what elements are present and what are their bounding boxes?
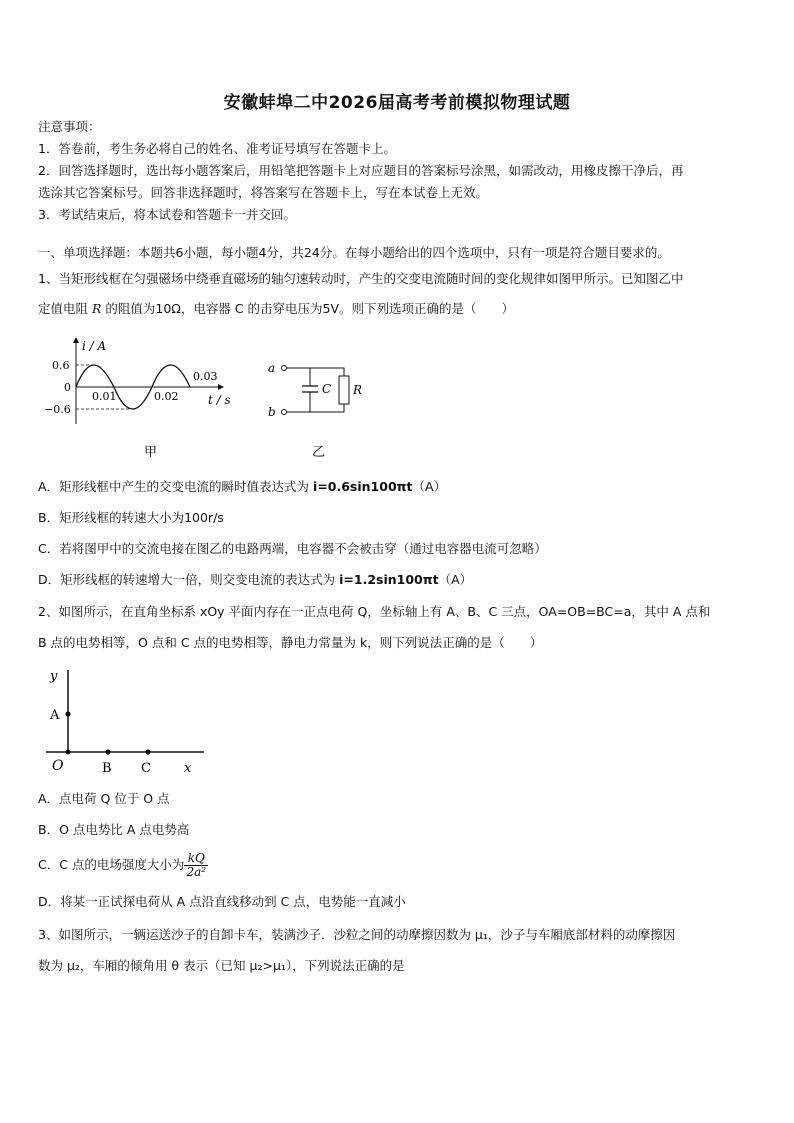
x-tick-0.02: 0.02 [154,390,179,403]
x-axis-label: t / s [208,393,231,407]
q1-option-d-text: D．矩形线框的转速增大一倍，则交变电流的表达式为 [38,572,340,587]
q1-stem-text-a: 定值电阻 [38,301,92,316]
terminal-a-label: a [268,361,276,375]
q3-stem-line1: 3、如图所示，一辆运送沙子的自卸卡车，装满沙子．沙粒之间的动摩擦因数为 μ₁，沙子与车厢底部材料的动摩擦因 [38,927,676,942]
q2-option-c-text: C．C 点的电场强度大小为 [38,857,185,872]
notice-item-1: 1．答卷前，考生务必将自己的姓名、准考证号填写在答题卡上。 [38,141,396,156]
q1-option-c: C．若将图甲中的交流电接在图乙的电路两端，电容器不会被击穿（通过电容器电流可忽略） [38,541,547,556]
q2-figure-axes [44,664,214,776]
x-tick-0.03: 0.03 [193,370,218,383]
q1-stem-text-b: 的阻值为10Ω，电容器 C 的击穿电压为5V。则下列选项正确的是（ ） [101,301,515,316]
point-a-label: A [50,708,60,723]
point-c-label: C [141,761,151,776]
q1-option-a-text: A．矩形线框中产生的交变电流的瞬时值表达式为 [38,479,314,494]
x-tick-0.01: 0.01 [92,390,117,403]
q1-stem-var-r: R [91,301,102,316]
terminal-b [282,410,287,415]
fraction-denominator: 2a² [186,865,207,879]
terminal-a [282,366,287,371]
q2-x-label: x [184,761,192,776]
q1-option-d [38,571,472,589]
point-b-label: B [102,761,112,776]
y-tick-neg0.6: −0.6 [44,403,71,416]
figure-caption-yi: 乙 [312,445,326,460]
q2-option-a: A．点电荷 Q 位于 O 点 [38,791,170,806]
q1-option-a [38,478,446,496]
point-b [105,749,110,754]
q1-stem-line2 [38,300,514,318]
q1-option-b: B．矩形线框的转速大小为100r/s [38,510,224,525]
section-heading: 一、单项选择题：本题共6小题，每小题4分，共24分。在每小题给出的四个选项中，只有一项是符合题目要求的。 [38,245,670,260]
fraction-numerator: kQ [184,852,208,866]
notice-item-2-cont: 选涂其它答案标号。回答非选择题时，将答案写在答题卡上，写在本试卷上无效。 [38,185,489,200]
capacitor-label: C [322,382,332,396]
q1-option-d-unit: （A） [438,572,473,587]
q2-stem-line2: B 点的电势相等，O 点和 C 点的电势相等，静电力常量为 k，则下列说法正确的是（ ） [38,635,543,650]
terminal-b-label: b [268,405,276,419]
point-c [145,749,150,754]
q1-figure-circuit [264,352,374,462]
q2-option-b: B．O 点电势比 A 点电势高 [38,822,190,837]
q2-option-d: D．将某一正试探电荷从 A 点沿直线移动到 C 点，电势能一直减小 [38,894,406,909]
q2-option-c [38,852,208,879]
notice-item-2: 2．回答选择题时，选出每小题答案后，用铅笔把答题卡上对应题目的答案标号涂黑，如需改动，用橡皮擦干净后，再 [38,163,684,178]
q1-option-d-math: i=1.2sin100πt [339,572,439,587]
resistor-label: R [353,383,363,397]
point-o-label: O [52,758,64,774]
q2-y-label: y [50,669,58,684]
point-a [65,711,70,716]
q2-stem-line1: 2、如图所示，在直角坐标系 xOy 平面内存在一正点电荷 Q，坐标轴上有 A、B、C 三点，OA=OB=BC=a，其中 A 点和 [38,604,711,619]
y-tick-0: 0 [64,381,71,394]
resistor-symbol [339,376,349,404]
q1-figure-sine-graph [38,332,238,462]
notice-item-3: 3．考试结束后，将本试卷和答题卡一并交回。 [38,207,296,222]
notice-heading: 注意事项： [38,119,101,134]
page-title: 安徽蚌埠二中2026届高考考前模拟物理试题 [223,93,571,113]
q1-option-a-math: i=0.6sin100πt [313,479,413,494]
q1-stem-line1: 1、当矩形线框在匀强磁场中绕垂直磁场的轴匀速转动时，产生的交变电流随时间的变化规律如图甲所示。已知图乙中 [38,271,684,286]
point-o [66,750,71,755]
figure-caption-jia: 甲 [144,445,158,460]
q1-option-a-unit: （A） [412,479,447,494]
y-axis-label: i / A [82,339,107,353]
y-tick-0.6: 0.6 [52,359,70,372]
q2-option-c-fraction [184,852,208,879]
q3-stem-line2: 数为 μ₂，车厢的倾角用 θ 表示（已知 μ₂>μ₁），下列说法正确的是 [38,958,405,973]
